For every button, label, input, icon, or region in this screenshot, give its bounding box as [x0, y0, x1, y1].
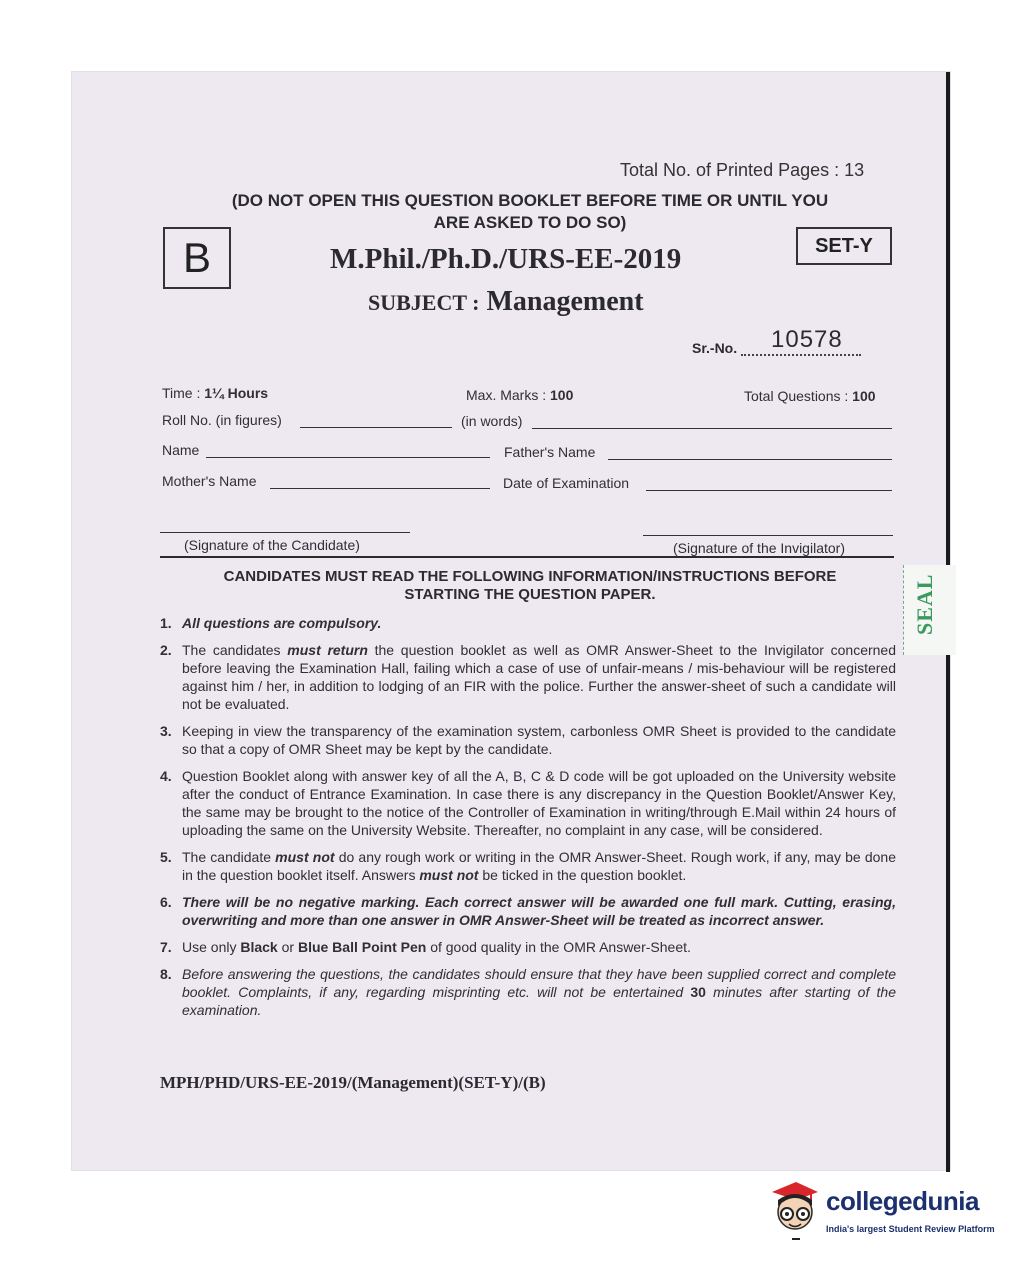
exam-title: M.Phil./Ph.D./URS-EE-2019: [330, 243, 682, 275]
name-label: Name: [162, 442, 200, 458]
instruction-item: 3. Keeping in view the transparency of the examination system, carbonless OMR Sheet is provided to the candidate so that a copy of OMR Sheet may be kept by the candidate.: [160, 723, 896, 757]
roll-figures-label: Roll No. (in figures): [162, 412, 282, 428]
instruction-item: 7. Use only Black or Blue Ball Point Pen of good quality in the OMR Answer-Sheet.: [160, 939, 691, 955]
instruction-item: 2. The candidates must return the question booklet as well as OMR Answer-Sheet to the Invigilator concerned before leaving the Examination Hall, failing which a case of use of unfair-means / mis-behaviour will be registered against him / her, in addition to lodging of an FIR with the police. Further the answer-sheet of such a candidate will not be evaluated.: [160, 642, 896, 712]
mother-name-label: Mother's Name: [162, 473, 257, 489]
roll-words-label: (in words): [461, 413, 523, 429]
time-field: Time : 1¼ Hours: [162, 385, 269, 401]
mascot-icon: [766, 1176, 824, 1246]
divider: [160, 556, 894, 558]
brand-name: collegedunia: [826, 1186, 979, 1216]
printed-pages: Total No. of Printed Pages : 13: [620, 160, 865, 180]
instruction-item: 5. The candidate must not do any rough work or writing in the OMR Answer-Sheet. Rough work, if any, may be done in the question booklet itself. Answers must not be ticked in the question booklet.: [160, 849, 896, 883]
brand-tagline: India's largest Student Review Platform: [826, 1224, 995, 1234]
name-line[interactable]: [206, 457, 490, 458]
instruction-item: 6. There will be no negative marking. Each correct answer will be awarded one full mark. Cutting, erasing, overwriting and more than one answer in OMR Answer-Sheet will be treated as incorrect answer.: [160, 894, 896, 928]
candidate-signature-line[interactable]: [160, 532, 410, 533]
candidate-signature-label: (Signature of the Candidate): [184, 537, 360, 553]
invigilator-signature-line[interactable]: [643, 535, 893, 536]
serial-number-value: 10578: [771, 326, 843, 353]
exam-date-label: Date of Examination: [503, 475, 630, 491]
subject-line: [368, 286, 644, 318]
father-name-label: Father's Name: [504, 444, 596, 460]
instruction-item: 1. All questions are compulsory.: [160, 615, 382, 631]
exam-date-line[interactable]: [646, 490, 892, 491]
instruction-item: 4. Question Booklet along with answer key of all the A, B, C & D code will be got uploaded on the University website after the conduct of Entrance Examination. In case there is any discrepancy in the Question Booklet/Answer Key, the same may be brought to the notice of the Controller of Examination in writing/through E.Mail within 24 hours of uploading the same on the University Website. Thereafter, no complaint in any case, will be considered.: [160, 768, 896, 838]
set-box: SET-Y: [796, 227, 892, 265]
subject-value: Management: [486, 286, 644, 317]
roll-figures-line[interactable]: [300, 427, 452, 428]
seal-stamp: [903, 565, 956, 655]
serial-number: Sr.-No. 10578: [692, 340, 861, 356]
warning-notice: (DO NOT OPEN THIS QUESTION BOOKLET BEFORE TIME OR UNTIL YOU ARE ASKED TO DO SO): [231, 191, 829, 232]
max-marks-field: Max. Marks : 100: [466, 387, 574, 403]
roll-words-line[interactable]: [532, 428, 892, 429]
invigilator-signature-label: (Signature of the Invigilator): [673, 540, 845, 556]
brand-logo[interactable]: [766, 1176, 1006, 1256]
booklet-code-box: B: [163, 227, 231, 289]
seal-text: SEAL: [912, 573, 937, 635]
instructions-heading: CANDIDATES MUST READ THE FOLLOWING INFORMATION/INSTRUCTIONS BEFORE STARTING THE QUESTION PAPER.: [223, 568, 837, 603]
paper-code: MPH/PHD/URS-EE-2019/(Management)(SET-Y)/(B): [160, 1073, 546, 1092]
total-questions-field: Total Questions : 100: [744, 388, 876, 404]
instructions-list: [160, 614, 896, 1028]
father-name-line[interactable]: [608, 459, 892, 460]
mother-name-line[interactable]: [270, 488, 490, 489]
subject-label: SUBJECT :: [368, 290, 480, 315]
instruction-item: 8. Before answering the questions, the candidates should ensure that they have been supplied correct and complete booklet. Complaints, if any, regarding misprinting etc. will not be entertained 30 minutes after starting of the examination.: [160, 966, 896, 1018]
